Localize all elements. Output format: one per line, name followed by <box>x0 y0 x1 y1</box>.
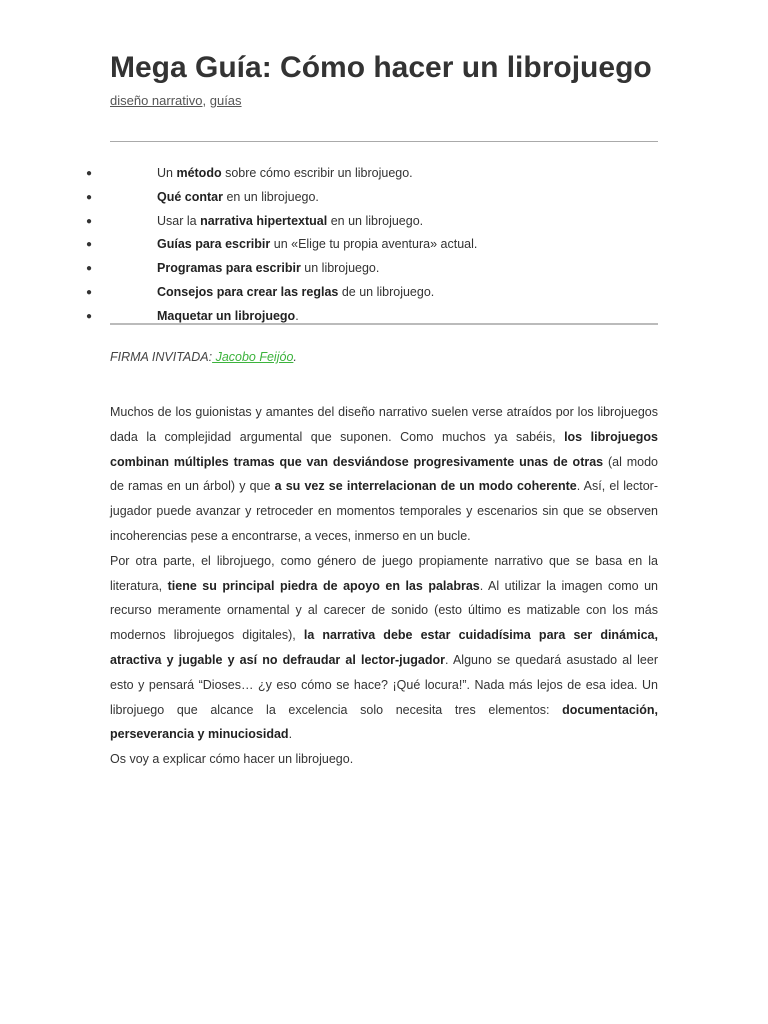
toc-item-keyword: Programas para escribir <box>157 261 301 276</box>
toc-item-text <box>157 210 423 234</box>
toc-bottom-divider <box>110 323 658 325</box>
toc-item-text <box>157 233 477 257</box>
toc-item-suffix: un «Elige tu propia aventura» actual. <box>270 237 478 252</box>
emphasized-text: documentación, perseverancia y minuciosidad <box>110 702 658 742</box>
bullet-icon: ● <box>86 215 93 227</box>
toc-item-suffix: un librojuego. <box>300 261 380 276</box>
toc-item-suffix: en un librojuego. <box>223 189 319 204</box>
bullet-icon: ● <box>86 310 93 322</box>
toc-item <box>86 257 658 281</box>
toc-item <box>86 305 658 329</box>
paragraph-text: . <box>288 727 293 742</box>
paragraph-text: . Así, el lector-jugador puede avanzar y retroceder en momentos temporales y escenarios sin que se observen incoherencias pese a encontrarse, a veces, inmerso en un bucle. <box>110 479 658 543</box>
category-separator: , <box>202 93 210 108</box>
toc-item <box>86 162 658 186</box>
article-body <box>110 400 658 772</box>
toc-item-prefix: Un <box>157 166 177 180</box>
author-link[interactable]: Jacobo Feijóo <box>212 350 294 364</box>
paragraph-text: Muchos de los guionistas y amantes del diseño narrativo suelen verse atraídos por los librojuegos dada la complejidad argumental que suponen. Como muchos ya sabéis, <box>110 405 658 444</box>
bullet-icon: ● <box>86 239 93 251</box>
toc-item-text <box>157 257 379 281</box>
category-link-diseno-narrativo[interactable]: diseño narrativo <box>110 93 203 108</box>
paragraph-text: Os voy a explicar cómo hacer un librojuego. <box>110 752 354 767</box>
paragraph-text: . Al utilizar la imagen como un recurso meramente ornamental y al carecer de sonido (esto último es matizable con los más modernos librojuegos digitales), <box>110 578 658 643</box>
paragraph-text: Por otra parte, el librojuego, como género de juego propiamente narrativo que se basa en la literatura, <box>110 553 658 593</box>
emphasized-text: tiene su principal piedra de apoyo en las palabras <box>167 578 480 593</box>
toc-item-text <box>157 162 413 186</box>
category-links <box>110 91 242 111</box>
toc-item-keyword: Maquetar un librojuego <box>157 308 296 323</box>
toc-item-keyword: Guías para escribir <box>157 237 271 252</box>
toc-item <box>86 186 658 210</box>
bullet-icon: ● <box>86 286 93 298</box>
top-divider <box>110 141 658 142</box>
table-of-contents <box>86 162 658 329</box>
toc-item-keyword: método <box>176 166 222 180</box>
toc-item-text <box>157 186 319 210</box>
body-paragraph <box>110 549 658 747</box>
toc-item-keyword: Consejos para crear las reglas <box>157 284 339 299</box>
bullet-icon: ● <box>86 263 93 275</box>
byline-end: . <box>293 350 297 364</box>
toc-item-text <box>157 281 434 305</box>
toc-item <box>86 281 658 305</box>
toc-item-keyword: Qué contar <box>157 189 223 204</box>
emphasized-text: la narrativa debe estar cuidadísima para ser dinámica, atractiva y jugable y así no defraudar al lector-jugador <box>110 628 658 667</box>
emphasized-text: a su vez se interrelacionan de un modo coherente <box>274 479 577 494</box>
paragraph-text: (al modo de ramas en un árbol) y que <box>110 454 658 494</box>
toc-item <box>86 210 658 234</box>
toc-item-keyword: narrativa hipertextual <box>200 213 328 228</box>
toc-item-suffix: sobre cómo escribir un librojuego. <box>221 166 413 180</box>
toc-item-suffix: de un librojuego. <box>338 284 435 299</box>
bullet-icon: ● <box>86 168 93 179</box>
page-title: Mega Guía: Cómo hacer un librojuego <box>110 51 652 84</box>
paragraph-text: . Alguno se quedará asustado al leer esto y pensará “Dioses… ¿y eso cómo se hace? ¡Qué locura!”. Nada más lejos de esa idea. Un librojuego que alcance la excelencia solo necesita tres elementos: <box>110 652 658 717</box>
toc-item-text <box>157 305 299 329</box>
category-link-guias[interactable]: guías <box>209 93 242 108</box>
toc-item-suffix: en un librojuego. <box>327 213 424 228</box>
toc-item-prefix: Usar la <box>157 213 201 228</box>
emphasized-text: los librojuegos combinan múltiples tramas que van desviándose progresivamente unas de otras <box>110 429 658 469</box>
byline-label: FIRMA INVITADA: <box>110 350 213 364</box>
body-paragraph <box>110 400 658 549</box>
toc-item <box>86 233 658 257</box>
bullet-icon: ● <box>86 191 93 203</box>
toc-item-suffix: . <box>295 308 299 323</box>
guest-byline <box>110 347 297 367</box>
body-paragraph <box>110 747 658 772</box>
